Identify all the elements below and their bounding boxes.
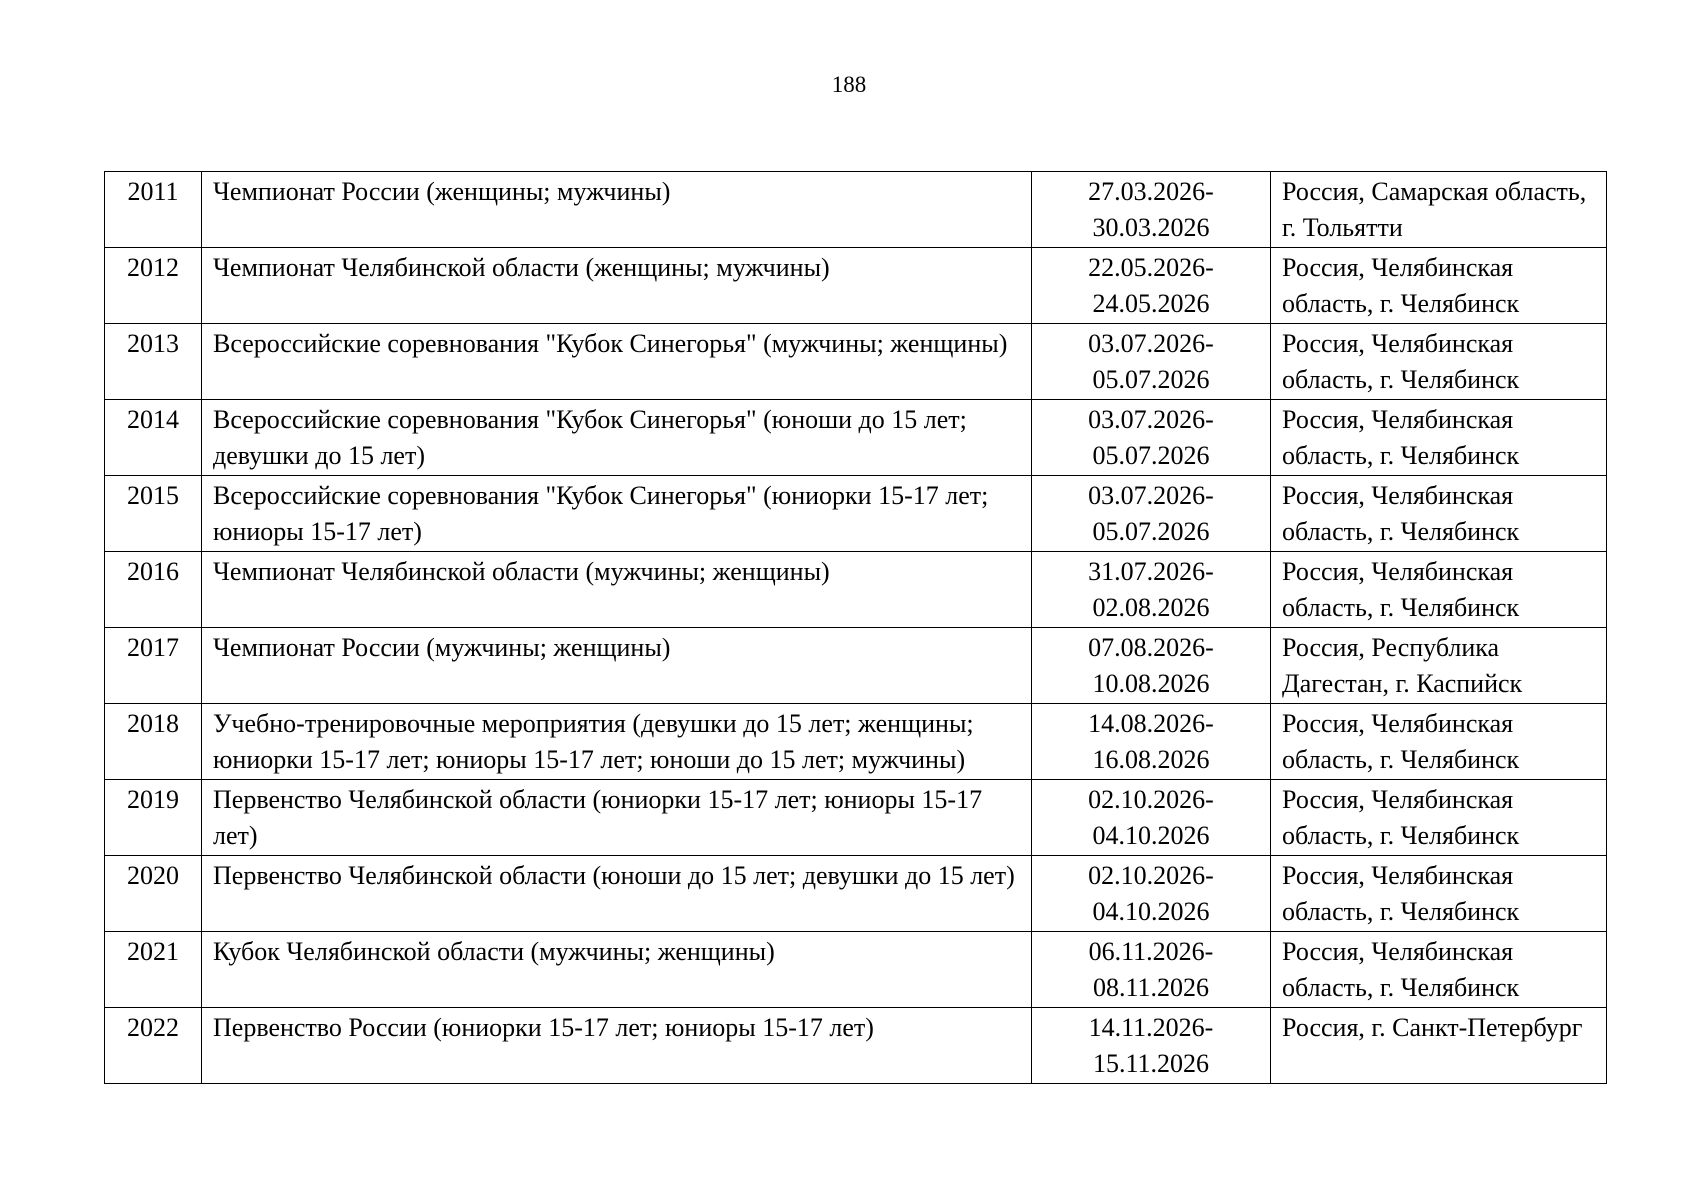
event-name: Чемпионат России (женщины; мужчины) (202, 172, 1032, 248)
event-name: Первенство Челябинской области (юноши до 15 лет; девушки до 15 лет) (202, 856, 1032, 932)
table-row (105, 248, 1607, 324)
event-dates: 22.05.2026-24.05.2026 (1032, 248, 1271, 324)
table-row (105, 172, 1607, 248)
event-place: Россия, Челябинская область, г. Челябинск (1271, 932, 1607, 1008)
event-place: Россия, Челябинская область, г. Челябинск (1271, 552, 1607, 628)
event-place: Россия, Челябинская область, г. Челябинск (1271, 476, 1607, 552)
events-table-body (105, 172, 1607, 1084)
row-number: 2012 (105, 248, 202, 324)
event-dates: 14.11.2026-15.11.2026 (1032, 1008, 1271, 1084)
event-name: Всероссийские соревнования "Кубок Синегорья" (юноши до 15 лет; девушки до 15 лет) (202, 400, 1032, 476)
event-dates: 07.08.2026-10.08.2026 (1032, 628, 1271, 704)
table-row (105, 1008, 1607, 1084)
event-name: Чемпионат Челябинской области (женщины; мужчины) (202, 248, 1032, 324)
table-row (105, 476, 1607, 552)
event-place: Россия, Самарская область, г. Тольятти (1271, 172, 1607, 248)
event-name: Чемпионат Челябинской области (мужчины; женщины) (202, 552, 1032, 628)
event-place: Россия, Челябинская область, г. Челябинск (1271, 248, 1607, 324)
event-name: Всероссийские соревнования "Кубок Синегорья" (юниорки 15-17 лет; юниоры 15-17 лет) (202, 476, 1032, 552)
event-name: Всероссийские соревнования "Кубок Синегорья" (мужчины; женщины) (202, 324, 1032, 400)
event-place: Россия, Челябинская область, г. Челябинск (1271, 704, 1607, 780)
row-number: 2017 (105, 628, 202, 704)
event-place: Россия, Республика Дагестан, г. Каспийск (1271, 628, 1607, 704)
event-dates: 02.10.2026-04.10.2026 (1032, 780, 1271, 856)
table-row (105, 856, 1607, 932)
event-dates: 31.07.2026-02.08.2026 (1032, 552, 1271, 628)
table-row (105, 400, 1607, 476)
event-dates: 02.10.2026-04.10.2026 (1032, 856, 1271, 932)
table-row (105, 552, 1607, 628)
row-number: 2022 (105, 1008, 202, 1084)
event-name: Кубок Челябинской области (мужчины; женщины) (202, 932, 1032, 1008)
table-row (105, 780, 1607, 856)
event-dates: 03.07.2026-05.07.2026 (1032, 476, 1271, 552)
row-number: 2015 (105, 476, 202, 552)
row-number: 2013 (105, 324, 202, 400)
row-number: 2020 (105, 856, 202, 932)
event-place: Россия, Челябинская область, г. Челябинск (1271, 324, 1607, 400)
row-number: 2019 (105, 780, 202, 856)
row-number: 2014 (105, 400, 202, 476)
event-dates: 27.03.2026-30.03.2026 (1032, 172, 1271, 248)
table-row (105, 704, 1607, 780)
event-dates: 03.07.2026-05.07.2026 (1032, 324, 1271, 400)
event-name: Учебно-тренировочные мероприятия (девушки до 15 лет; женщины; юниорки 15-17 лет; юниоры 15-17 лет; юноши до 15 лет; мужчины) (202, 704, 1032, 780)
event-place: Россия, Челябинская область, г. Челябинск (1271, 856, 1607, 932)
table-row (105, 324, 1607, 400)
events-table (104, 171, 1607, 1084)
table-row (105, 628, 1607, 704)
event-dates: 03.07.2026-05.07.2026 (1032, 400, 1271, 476)
row-number: 2011 (105, 172, 202, 248)
row-number: 2021 (105, 932, 202, 1008)
event-dates: 14.08.2026-16.08.2026 (1032, 704, 1271, 780)
event-name: Первенство России (юниорки 15-17 лет; юниоры 15-17 лет) (202, 1008, 1032, 1084)
event-place: Россия, Челябинская область, г. Челябинск (1271, 400, 1607, 476)
event-name: Первенство Челябинской области (юниорки 15-17 лет; юниоры 15-17 лет) (202, 780, 1032, 856)
table-row (105, 932, 1607, 1008)
row-number: 2018 (105, 704, 202, 780)
event-place: Россия, г. Санкт-Петербург (1271, 1008, 1607, 1084)
page-number: 188 (831, 72, 867, 97)
event-place: Россия, Челябинская область, г. Челябинск (1271, 780, 1607, 856)
event-name: Чемпионат России (мужчины; женщины) (202, 628, 1032, 704)
event-dates: 06.11.2026-08.11.2026 (1032, 932, 1271, 1008)
row-number: 2016 (105, 552, 202, 628)
